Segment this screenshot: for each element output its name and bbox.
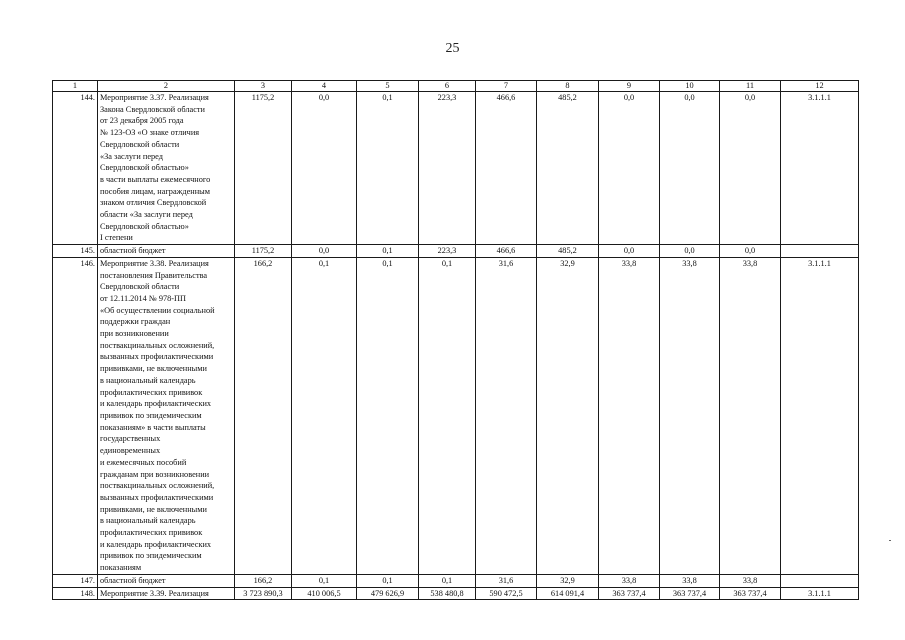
description-line: I степени [100, 233, 133, 243]
description-line: и календарь профилактических [100, 399, 212, 409]
table-row [53, 245, 859, 258]
description-line: областной бюджет [100, 246, 166, 256]
description-line: поддержки граждан [100, 317, 171, 327]
row-description [98, 245, 235, 258]
row-description [98, 587, 235, 600]
row-number: 145. [53, 245, 98, 258]
description-line: государственных [100, 434, 161, 444]
column-header: 2 [98, 81, 235, 92]
description-line: в части выплаты ежемесячного [100, 174, 211, 184]
column-header: 3 [235, 81, 292, 92]
value-cell: 1175,2 [235, 92, 292, 245]
value-cell: 0,0 [720, 92, 781, 245]
description-line: вызванных профилактическими [100, 352, 214, 362]
description-line: единовременных [100, 446, 161, 456]
value-cell: 538 480,8 [419, 587, 476, 600]
value-cell: 363 737,4 [660, 587, 720, 600]
description-line: поствакцинальных осложнений, [100, 340, 215, 350]
description-line: от 12.11.2014 № 978-ПП [100, 293, 187, 303]
value-cell: 0,1 [419, 574, 476, 587]
column-header: 9 [599, 81, 660, 92]
value-cell: 0,0 [660, 245, 720, 258]
description-line: профилактических прививок [100, 528, 203, 538]
value-cell: 485,2 [537, 245, 599, 258]
table-row [53, 587, 859, 600]
row-description [98, 574, 235, 587]
value-cell: 466,6 [476, 92, 537, 245]
table-row [53, 92, 859, 245]
column-header: 1 [53, 81, 98, 92]
description-line: Свердловской области [100, 139, 180, 149]
row-description [98, 92, 235, 245]
value-cell: 166,2 [235, 257, 292, 574]
value-cell: 33,8 [660, 574, 720, 587]
column-header: 11 [720, 81, 781, 92]
row-description [98, 257, 235, 574]
value-cell: 0,0 [292, 245, 357, 258]
value-cell: 410 006,5 [292, 587, 357, 600]
row-number: 144. [53, 92, 98, 245]
description-line: прививками, не включенными [100, 364, 207, 374]
value-cell: 0,1 [357, 92, 419, 245]
value-cell: 33,8 [599, 574, 660, 587]
program-table [52, 80, 859, 600]
description-line: № 123-ОЗ «О знаке отличия [100, 128, 200, 138]
value-cell: 479 626,9 [357, 587, 419, 600]
description-line: Свердловской областью» [100, 221, 189, 231]
description-line: знаком отличия Свердловской [100, 198, 207, 208]
column-header: 12 [781, 81, 859, 92]
description-line: поствакцинальных осложнений, [100, 481, 215, 491]
description-line: Закона Свердловской области [100, 104, 205, 114]
table-row [53, 257, 859, 574]
column-header: 4 [292, 81, 357, 92]
description-line: вызванных профилактическими [100, 492, 214, 502]
description-line: показаниям [100, 563, 142, 573]
description-line: Свердловской области [100, 282, 180, 292]
value-cell: 0,0 [292, 92, 357, 245]
value-cell: 363 737,4 [599, 587, 660, 600]
header-row [53, 81, 859, 92]
value-cell: 363 737,4 [720, 587, 781, 600]
description-line: и ежемесячных пособий [100, 457, 187, 467]
description-line: постановления Правительства [100, 270, 208, 280]
description-line: Свердловской областью» [100, 163, 189, 173]
target-code [781, 245, 859, 258]
target-code: 3.1.1.1 [781, 587, 859, 600]
value-cell: 33,8 [599, 257, 660, 574]
description-line: Мероприятие 3.37. Реализация [100, 93, 209, 102]
description-line: при возникновении [100, 329, 169, 339]
value-cell: 1175,2 [235, 245, 292, 258]
row-number: 147. [53, 574, 98, 587]
value-cell: 0,0 [599, 245, 660, 258]
value-cell: 0,1 [419, 257, 476, 574]
row-number: 148. [53, 587, 98, 600]
target-code: 3.1.1.1 [781, 257, 859, 574]
value-cell: 31,6 [476, 257, 537, 574]
description-line: и календарь профилактических [100, 539, 212, 549]
value-cell: 166,2 [235, 574, 292, 587]
column-header: 7 [476, 81, 537, 92]
description-line: прививок по эпидемическим [100, 551, 202, 561]
description-line: показаниям» в части выплаты [100, 422, 206, 432]
column-header: 8 [537, 81, 599, 92]
value-cell: 0,1 [292, 257, 357, 574]
description-line: «Об осуществлении социальной [100, 305, 215, 315]
column-header: 6 [419, 81, 476, 92]
value-cell: 0,0 [720, 245, 781, 258]
description-line: Мероприятие 3.38. Реализация [100, 258, 209, 268]
value-cell: 0,1 [357, 257, 419, 574]
description-line: Мероприятие 3.39. Реализация [100, 588, 209, 598]
description-line: областной бюджет [100, 575, 166, 585]
value-cell: 0,1 [292, 574, 357, 587]
value-cell: 3 723 890,3 [235, 587, 292, 600]
value-cell: 0,0 [599, 92, 660, 245]
description-line: в национальный календарь [100, 516, 196, 526]
value-cell: 33,8 [720, 257, 781, 574]
column-header: 5 [357, 81, 419, 92]
target-code: 3.1.1.1 [781, 92, 859, 245]
value-cell: 31,6 [476, 574, 537, 587]
value-cell: 590 472,5 [476, 587, 537, 600]
target-code [781, 574, 859, 587]
value-cell: 32,9 [537, 257, 599, 574]
row-number: 146. [53, 257, 98, 574]
description-line: прививками, не включенными [100, 504, 207, 514]
description-line: прививок по эпидемическим [100, 410, 202, 420]
description-line: гражданам при возникновении [100, 469, 210, 479]
value-cell: 32,9 [537, 574, 599, 587]
value-cell: 466,6 [476, 245, 537, 258]
value-cell: 0,1 [357, 574, 419, 587]
value-cell: 33,8 [720, 574, 781, 587]
description-line: профилактических прививок [100, 387, 203, 397]
value-cell: 614 091,4 [537, 587, 599, 600]
description-line: области «За заслуги перед [100, 210, 193, 220]
value-cell: 33,8 [660, 257, 720, 574]
column-header: 10 [660, 81, 720, 92]
description-line: от 23 декабря 2005 года [100, 116, 184, 126]
description-line: пособия лицам, награжденным [100, 186, 210, 196]
value-cell: 223,3 [419, 92, 476, 245]
value-cell: 0,1 [357, 245, 419, 258]
description-line: в национальный календарь [100, 375, 196, 385]
value-cell: 485,2 [537, 92, 599, 245]
value-cell: 223,3 [419, 245, 476, 258]
page-number: 25 [445, 41, 460, 56]
table-row [53, 574, 859, 587]
scan-mark [889, 540, 891, 541]
description-line: «За заслуги перед [100, 151, 163, 161]
value-cell: 0,0 [660, 92, 720, 245]
